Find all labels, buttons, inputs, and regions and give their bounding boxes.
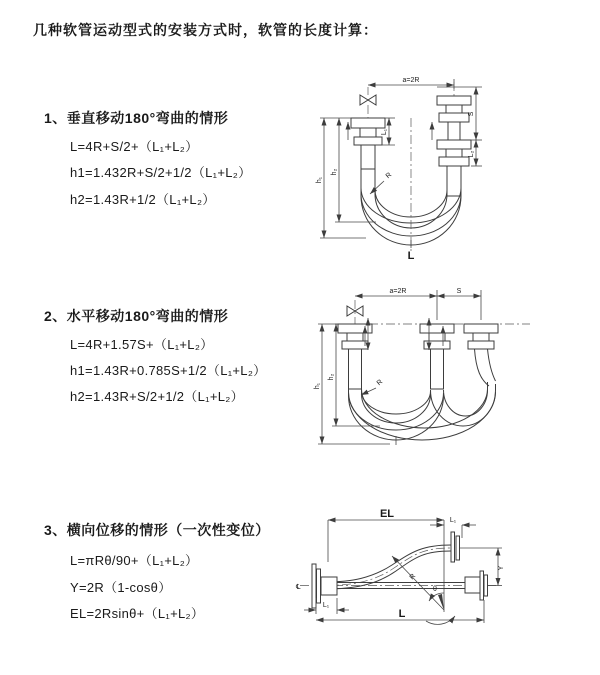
braided-hose-middle (431, 349, 444, 389)
valve-icon (360, 87, 376, 118)
dim-bottom-l1-label: L₁ (322, 602, 330, 609)
dim-top-width-label: a=2R (402, 77, 420, 84)
braided-hose-right (447, 166, 461, 196)
left-leg-fitting (338, 324, 372, 389)
diagram-vertical-180-bend (310, 68, 590, 263)
section1-formula-L: L=4R+S/2+（L₁+L₂） (70, 139, 199, 154)
dim-top-shift (437, 288, 481, 320)
section3-formula-Y: Y=2R（1-cosθ） (70, 580, 172, 595)
section1-heading: 1、垂直移动180°弯曲的情形 (44, 110, 229, 126)
radius-label: R (384, 171, 394, 181)
section3-heading: 3、横向位移的情形（一次性变位） (44, 522, 270, 538)
dim-top-width-label: a=2R (389, 288, 407, 295)
dim-height-h1 (316, 118, 366, 238)
dim-s-label: S (468, 111, 475, 117)
page-title: 几种软管运动型式的安装方式时，软管的长度计算： (33, 22, 378, 38)
dim-l1-label: L₁ (381, 128, 388, 136)
diagram-horizontal-180-bend (310, 280, 590, 460)
dim-el-label: EL (379, 508, 395, 520)
section1-formula-h1: h1=1.432R+S/2+1/2（L₁+L₂） (70, 165, 252, 180)
dim-side-s (468, 87, 482, 140)
braided-hose-left (361, 145, 375, 169)
right-leg-fitting (437, 82, 482, 196)
section2-formula-h1: h1=1.43R+0.785S+1/2（L₁+L₂） (70, 363, 267, 378)
dim-bottom-length (408, 240, 415, 262)
dim-l-label: L (398, 608, 406, 620)
left-leg-fitting (351, 118, 385, 169)
diagram-lateral-displacement (292, 498, 592, 653)
dim-top-l1-label: L₁ (449, 517, 457, 524)
radius-label: R (375, 378, 385, 388)
section2-formula-h2: h2=1.43R+S/2+1/2（L₁+L₂） (70, 389, 244, 404)
braided-hose-left (349, 349, 362, 389)
dim-y-label: Y (498, 565, 505, 571)
section2-formula-L: L=4R+1.57S+（L₁+L₂） (70, 337, 214, 352)
dim-h1-label: h₁ (316, 176, 323, 184)
dim-bottom-l1 (304, 598, 349, 614)
dim-bottom-length (316, 600, 484, 623)
section1-formula-h2: h2=1.43R+1/2（L₁+L₂） (70, 192, 216, 207)
radius-leader (370, 172, 393, 194)
section3-formula-L: L=πRθ/90+（L₁+L₂） (70, 553, 199, 568)
dim-top-width (355, 288, 437, 296)
radius-leader (361, 379, 384, 395)
middle-leg-fitting (420, 324, 454, 389)
right-leg-fitting (464, 324, 498, 386)
right-flange (465, 571, 488, 600)
length-label: L (407, 250, 415, 262)
top-flange (451, 532, 460, 562)
valve-icon (347, 300, 363, 324)
angle-label: θ (433, 586, 437, 593)
dim-h2-label: h₂ (331, 168, 338, 176)
section2-heading: 2、水平移动180°弯曲的情形 (44, 308, 229, 324)
dim-top-shift-label: S (456, 288, 462, 295)
dim-l2-label: L₂ (468, 150, 475, 158)
angle-theta (426, 586, 455, 624)
section3-formula-EL: EL=2Rsinθ+（L₁+L₂） (70, 606, 205, 621)
dim-h1-label: h₁ (314, 382, 321, 390)
centerline-mark: ℄ (296, 584, 301, 591)
radius-label: R (408, 572, 418, 582)
dim-h2-label: h₂ (328, 373, 335, 381)
